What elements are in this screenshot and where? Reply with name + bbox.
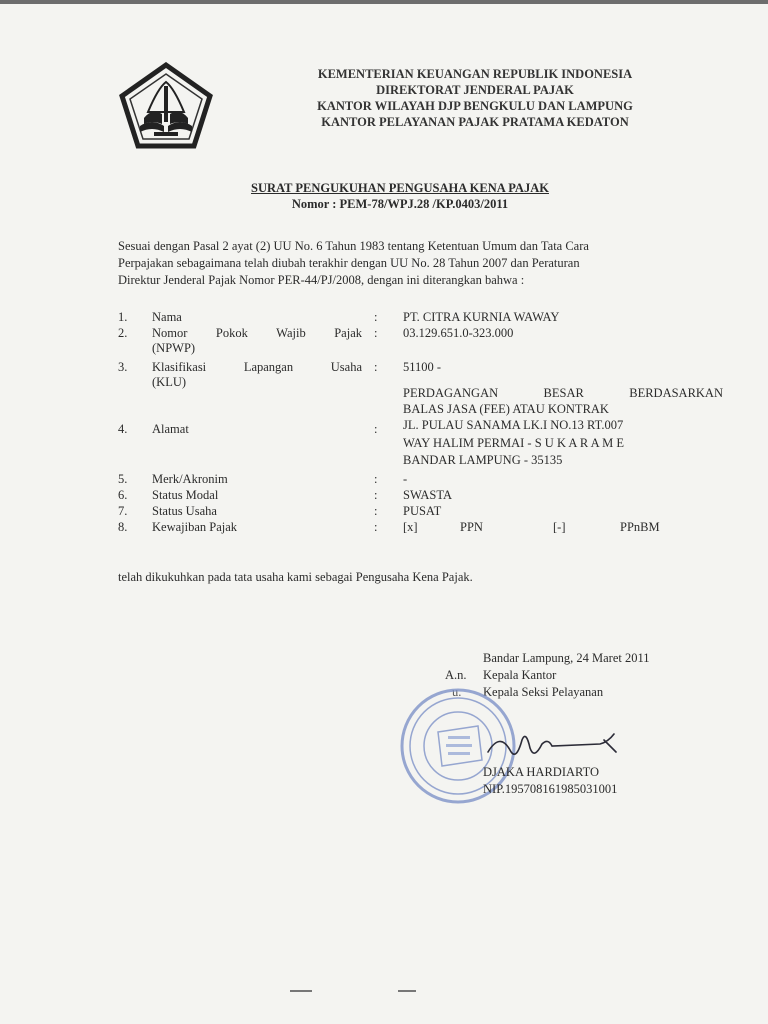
field-8-number: 8. (118, 520, 128, 534)
field-1-colon: : (374, 310, 378, 324)
field-2-number: 2. (118, 326, 128, 340)
field-1-label: Nama (152, 310, 182, 324)
field-4-number: 4. (118, 422, 128, 436)
document-number: Nomor : PEM-78/WPJ.28 /KP.0403/2011 (291, 197, 509, 211)
scan-edge-line (0, 0, 768, 4)
letterhead-line-3: KANTOR WILAYAH DJP BENGKULU DAN LAMPUNG (317, 99, 633, 113)
field-3-number: 3. (118, 360, 128, 374)
field-3-description-1: PERDAGANGAN BESAR BERDASARKAN (403, 386, 723, 400)
field-2-value: 03.129.651.0-323.000 (403, 326, 514, 340)
field-5-colon: : (374, 472, 378, 486)
signatory-role-1: Kepala Kantor (483, 668, 557, 682)
intro-line-2: Perpajakan sebagaimana telah diubah terakhir dengan UU No. 28 Tahun 2007 dan Peraturan (118, 256, 580, 270)
ppn-label: PPN (460, 520, 483, 534)
field-1-value: PT. CITRA KURNIA WAWAY (403, 310, 560, 324)
place-date: Bandar Lampung, 24 Maret 2011 (483, 651, 650, 665)
field-7-number: 7. (118, 504, 128, 518)
closing-statement: telah dikukuhkan pada tata usaha kami sebagai Pengusaha Kena Pajak. (118, 570, 473, 584)
field-5-value: - (403, 472, 408, 486)
field-3-colon: : (374, 360, 378, 374)
letterhead-line-2: DIREKTORAT JENDERAL PAJAK (376, 83, 574, 97)
field-3-value: 51100 - (403, 360, 442, 374)
field-4-value-3: BANDAR LAMPUNG - 35135 (403, 453, 563, 467)
signatory-name: DJAKA HARDIARTO (483, 765, 600, 779)
document-title (200, 180, 600, 212)
ppnbm-label: PPnBM (620, 520, 660, 534)
letterhead-line-1: KEMENTERIAN KEUANGAN REPUBLIK INDONESIA (317, 67, 633, 81)
field-4-colon: : (374, 422, 378, 436)
field-8-label: Kewajiban Pajak (152, 520, 238, 534)
signatory-role-2: Kepala Seksi Pelayanan (483, 685, 604, 699)
field-8-colon: : (374, 520, 378, 534)
letterhead (250, 66, 700, 130)
field-6-colon: : (374, 488, 378, 502)
field-7-label: Status Usaha (152, 504, 217, 518)
field-3-label: Klasifikasi Lapangan Usaha (152, 360, 362, 374)
field-4-label: Alamat (152, 422, 189, 436)
field-2-label: Nomor Pokok Wajib Pajak (152, 326, 362, 340)
intro-paragraph (118, 238, 722, 289)
intro-line-3: Direktur Jenderal Pajak Nomor PER-44/PJ/2008, dengan ini diterangkan bahwa : (118, 273, 525, 287)
field-6-number: 6. (118, 488, 128, 502)
field-4-value-1: JL. PULAU SANAMA LK.I NO.13 RT.007 (403, 418, 624, 432)
field-1-number: 1. (118, 310, 128, 324)
field-6-label: Status Modal (152, 488, 219, 502)
ppnbm-checkbox: [-] (553, 520, 566, 534)
field-5-label: Merk/Akronim (152, 472, 228, 486)
field-6-value: SWASTA (403, 488, 453, 502)
field-2-colon: : (374, 326, 378, 340)
field-4-value-2: WAY HALIM PERMAI - S U K A R A M E (403, 436, 624, 450)
intro-line-1: Sesuai dengan Pasal 2 ayat (2) UU No. 6 Tahun 1983 tentang Ketentuan Umum dan Tata Cara (118, 239, 589, 253)
u-prefix: u. (452, 685, 462, 699)
field-7-value: PUSAT (403, 504, 442, 518)
scan-mark-right (398, 990, 416, 992)
field-5-number: 5. (118, 472, 128, 486)
field-3-description-2: BALAS JASA (FEE) ATAU KONTRAK (403, 402, 609, 416)
field-7-colon: : (374, 504, 378, 518)
document-heading: SURAT PENGUKUHAN PENGUSAHA KENA PAJAK (251, 181, 549, 195)
signatory-nip: NIP.195708161985031001 (483, 782, 618, 796)
ppn-checkbox: [x] (403, 520, 418, 534)
an-prefix: A.n. (445, 668, 467, 682)
letterhead-line-4: KANTOR PELAYANAN PAJAK PRATAMA KEDATON (321, 115, 629, 129)
ministry-logo-icon (118, 62, 214, 150)
field-3-label-cont: (KLU) (152, 375, 187, 389)
scan-mark-left (290, 990, 312, 992)
field-2-label-cont: (NPWP) (152, 341, 196, 355)
